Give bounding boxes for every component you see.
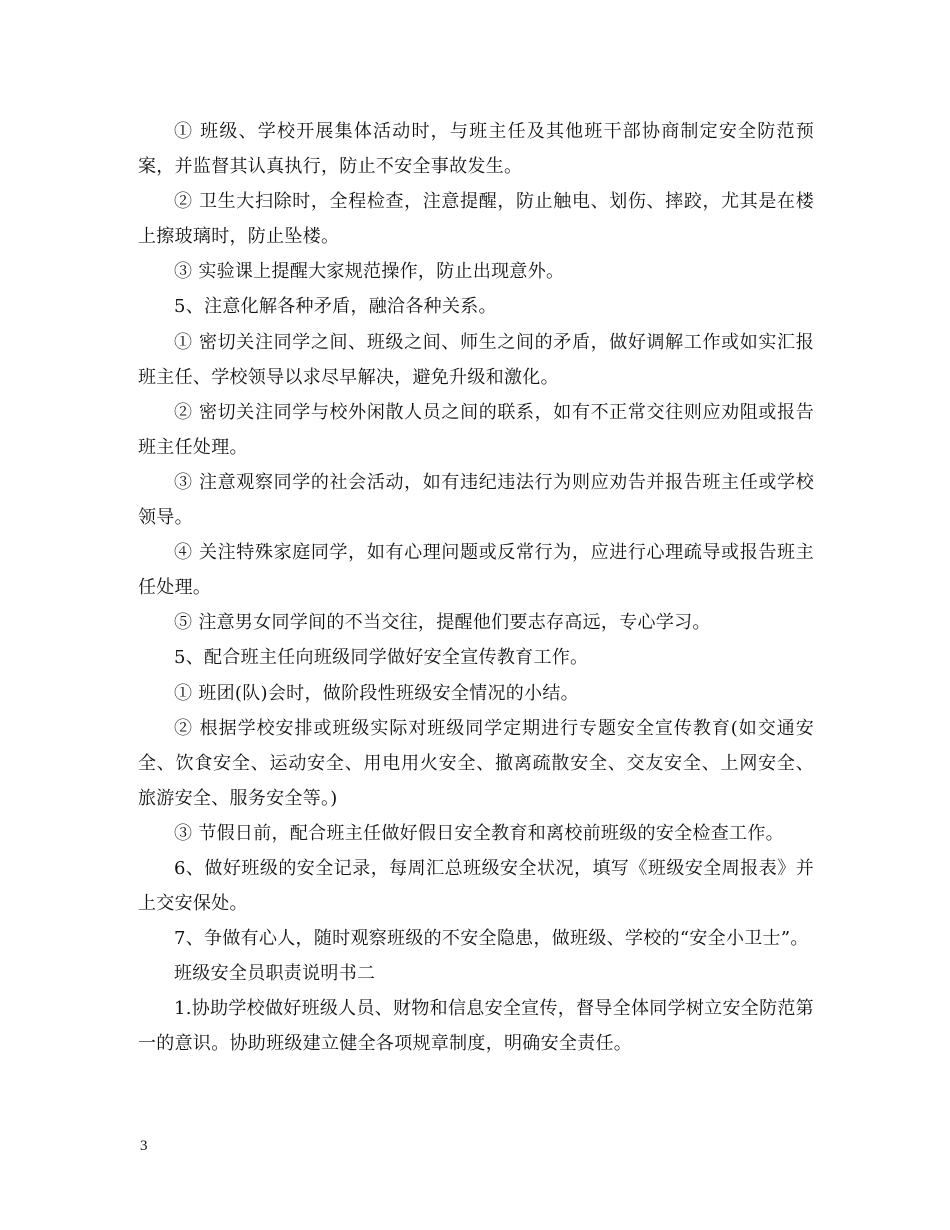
paragraph-8: ④ 关注特殊家庭同学，如有心理问题或反常行为，应进行心理疏导或报告班主任处理。 bbox=[138, 542, 814, 599]
paragraph-9: ⑤ 注意男女同学间的不当交往，提醒他们要志存高远，专心学习。 bbox=[174, 612, 711, 634]
paragraph-13: ③ 节假日前，配合班主任做好假日安全教育和离校前班级的安全检查工作。 bbox=[174, 822, 784, 844]
paragraph-15: 7、争做有心人，随时观察班级的不安全隐患，做班级、学校的“安全小卫士”。 bbox=[174, 928, 809, 950]
paragraph-1: ① 班级、学校开展集体活动时，与班主任及其他班干部协商制定安全防范预案，并监督其认真执行，防止不安全事故发生。 bbox=[138, 121, 814, 178]
page-number: 3 bbox=[140, 1138, 148, 1154]
paragraph-7: ③ 注意观察同学的社会活动，如有违纪违法行为则应劝告并报告班主任或学校领导。 bbox=[138, 471, 814, 529]
paragraph-10: 5、配合班主任向班级同学做好安全宣传教育工作。 bbox=[174, 647, 589, 669]
paragraph-4: 5、注意化解各种矛盾，融洽各种关系。 bbox=[174, 296, 497, 318]
paragraph-17: 1.协助学校做好班级人员、财物和信息安全宣传，督导全体同学树立安全防范第一的意识。协助班级建立健全各项规章制度，明确安全责任。 bbox=[138, 998, 814, 1055]
paragraph-5: ① 密切关注同学之间、班级之间、师生之间的矛盾，做好调解工作或如实汇报班主任、学校领导以求尽早解决，避免升级和激化。 bbox=[138, 331, 814, 388]
section-heading: 班级安全员职责说明书二 bbox=[174, 963, 376, 985]
paragraph-3: ③ 实验课上提醒大家规范操作，防止出现意外。 bbox=[174, 261, 565, 283]
paragraph-2: ② 卫生大扫除时，全程检查，注意提醒，防止触电、划伤、摔跤，尤其是在楼上擦玻璃时，防止坠楼。 bbox=[138, 191, 814, 248]
paragraph-11: ① 班团(队)会时，做阶段性班级安全情况的小结。 bbox=[174, 682, 579, 704]
document-body bbox=[138, 114, 814, 1062]
paragraph-14: 6、做好班级的安全记录，每周汇总班级安全状况，填写《班级安全周报表》并上交安保处。 bbox=[138, 857, 814, 915]
paragraph-12: ② 根据学校安排或班级实际对班级同学定期进行专题安全宣传教育(如交通安全、饮食安全、运动安全、用电用火安全、撤离疏散安全、交友安全、上网安全、旅游安全、服务安全等。) bbox=[138, 717, 814, 809]
paragraph-6: ② 密切关注同学与校外闲散人员之间的联系，如有不正常交往则应劝阻或报告班主任处理。 bbox=[138, 401, 814, 458]
